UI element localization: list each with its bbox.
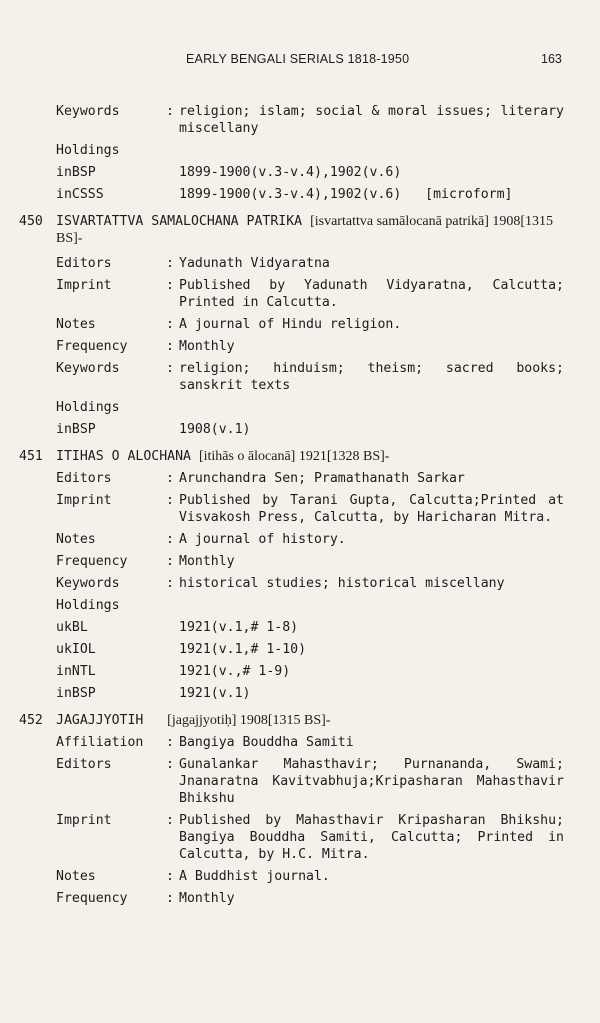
running-title: EARLY BENGALI SERIALS 1818-1950 (186, 52, 410, 66)
field-value: Monthly (179, 339, 235, 354)
field-row: Editors : Gunalankar Mahasthavir; Purnananda, Swami; Jnanaratna Kavitvabhuja;Kripasharan Mahasthavir Bhikshu (56, 757, 564, 806)
entry-transliteration: [itihās o ālocanā] 1921[1328 BS]- (198, 449, 390, 464)
field-label: Editors (56, 256, 112, 271)
field-value: Published by Mahasthavir Kripasharan Bhikshu; Bangiya Bouddha Samiti, Calcutta; Printed in Calcutta, by H.C. Mitra. (179, 813, 564, 862)
field-label: Frequency (56, 554, 128, 569)
holding-row (0, 421, 600, 438)
holding-row (0, 663, 600, 680)
field-value: religion; islam; social & moral issues; literary miscellany (179, 104, 564, 136)
running-header (0, 52, 600, 70)
field-row: Frequency : Monthly (0, 890, 600, 907)
holding-library: ukIOL (56, 642, 96, 657)
holdings-label: Holdings (56, 143, 120, 158)
field-label: Keywords (56, 576, 120, 591)
field-row: Keywords : religion; hinduism; theism; sacred books; sanskrit texts (56, 361, 564, 393)
holding-library: inBSP (56, 165, 96, 180)
page-number: 163 (541, 52, 562, 66)
entry-heading (0, 213, 600, 255)
catalog-entry (0, 213, 600, 438)
holding-row (0, 641, 600, 658)
field-row: Imprint : Published by Yadunath Vidyaratna, Calcutta; Printed in Calcutta. (56, 278, 564, 310)
field-value: Bangiya Bouddha Samiti (179, 735, 354, 750)
field-value: Monthly (179, 554, 235, 569)
field-label: Notes (56, 869, 96, 884)
field-value: A journal of history. (179, 532, 346, 547)
holding-row (0, 186, 600, 203)
field-label: Editors (56, 471, 112, 486)
field-row: Keywords : religion; islam; social & moral issues; literary miscellany (56, 104, 564, 136)
holding-value: 1921(v.1) (179, 686, 251, 701)
field-row: Editors : Arunchandra Sen; Pramathanath Sarkar (0, 470, 600, 487)
field-value: historical studies; historical miscellany (179, 576, 505, 591)
entry-heading (0, 712, 600, 734)
field-label: Frequency (56, 891, 128, 906)
entry-title: ISVARTATTVA SAMALOCHANA PATRIKA (56, 214, 303, 229)
field-row: Affiliation : Bangiya Bouddha Samiti (0, 734, 600, 751)
field-value: Gunalankar Mahasthavir; Purnananda, Swami; Jnanaratna Kavitvabhuja;Kripasharan Mahasthavir Bhikshu (179, 757, 564, 806)
field-label: Imprint (56, 278, 112, 293)
holdings-header (0, 597, 600, 614)
holding-library: inBSP (56, 422, 96, 437)
field-value: Published by Yadunath Vidyaratna, Calcutta; Printed in Calcutta. (179, 278, 564, 310)
holding-row (0, 164, 600, 181)
holding-library: inBSP (56, 686, 96, 701)
continued-entry (0, 103, 600, 203)
holding-value: 1899-1900(v.3-v.4),1902(v.6) (179, 165, 402, 180)
entry-heading (0, 448, 600, 470)
holding-row (0, 619, 600, 636)
field-row: Notes : A journal of history. (0, 531, 600, 548)
catalog-content (0, 103, 600, 915)
holding-value: 1921(v.1,# 1-10) (179, 642, 307, 657)
field-label: Imprint (56, 493, 112, 508)
field-label: Affiliation (56, 735, 144, 750)
entry-number: 452 (19, 713, 43, 728)
catalog-entry (0, 448, 600, 702)
field-label: Notes (56, 317, 96, 332)
field-row: Frequency : Monthly (0, 553, 600, 570)
holding-library: inCSSS (56, 187, 104, 202)
field-row: Frequency : Monthly (0, 338, 600, 355)
field-row: Imprint : Published by Tarani Gupta, Calcutta;Printed at Visvakosh Press, Calcutta, by Haricharan Mitra. (56, 493, 564, 525)
field-value: A Buddhist journal. (179, 869, 330, 884)
holding-value: 1899-1900(v.3-v.4),1902(v.6) [microform] (179, 187, 513, 202)
entry-transliteration: [isvartattva samālocanā patrikā] 1908[1315 BS]- (56, 214, 554, 246)
holdings-header (0, 142, 600, 159)
field-value: Yadunath Vidyaratna (179, 256, 330, 271)
field-label: Keywords (56, 361, 120, 376)
field-row: Keywords : historical studies; historical miscellany (0, 575, 600, 592)
field-label: Imprint (56, 813, 112, 828)
holdings-label: Holdings (56, 400, 120, 415)
field-row: Notes : A Buddhist journal. (0, 868, 600, 885)
field-value: Published by Tarani Gupta, Calcutta;Printed at Visvakosh Press, Calcutta, by Haricharan Mitra. (179, 493, 564, 525)
field-value: A journal of Hindu religion. (179, 317, 402, 332)
holding-library: ukBL (56, 620, 88, 635)
field-row: Editors : Yadunath Vidyaratna (0, 255, 600, 272)
holdings-label: Holdings (56, 598, 120, 613)
field-value: Monthly (179, 891, 235, 906)
entry-title: ITIHAS O ALOCHANA (56, 449, 191, 464)
field-label: Frequency (56, 339, 128, 354)
holding-value: 1908(v.1) (179, 422, 251, 437)
holding-library: inNTL (56, 664, 96, 679)
holdings-header (0, 399, 600, 416)
field-value: Arunchandra Sen; Pramathanath Sarkar (179, 471, 465, 486)
field-row: Imprint : Published by Mahasthavir Kripasharan Bhikshu; Bangiya Bouddha Samiti, Calcutta; Printed in Calcutta, by H.C. Mitra. (56, 813, 564, 862)
field-value: religion; hinduism; theism; sacred books; sanskrit texts (179, 361, 564, 393)
catalog-entry (0, 712, 600, 907)
field-row: Notes : A journal of Hindu religion. (0, 316, 600, 333)
holding-value: 1921(v.1,# 1-8) (179, 620, 299, 635)
holding-value: 1921(v.,# 1-9) (179, 664, 291, 679)
entry-number: 451 (19, 449, 43, 464)
field-label: Editors (56, 757, 112, 772)
field-label: Notes (56, 532, 96, 547)
entry-number: 450 (19, 214, 43, 229)
holding-row (0, 685, 600, 702)
entry-transliteration: [jagajjyotiḥ] 1908[1315 BS]- (167, 713, 331, 728)
entry-title: JAGAJJYOTIH (56, 713, 144, 728)
field-label: Keywords (56, 104, 120, 119)
